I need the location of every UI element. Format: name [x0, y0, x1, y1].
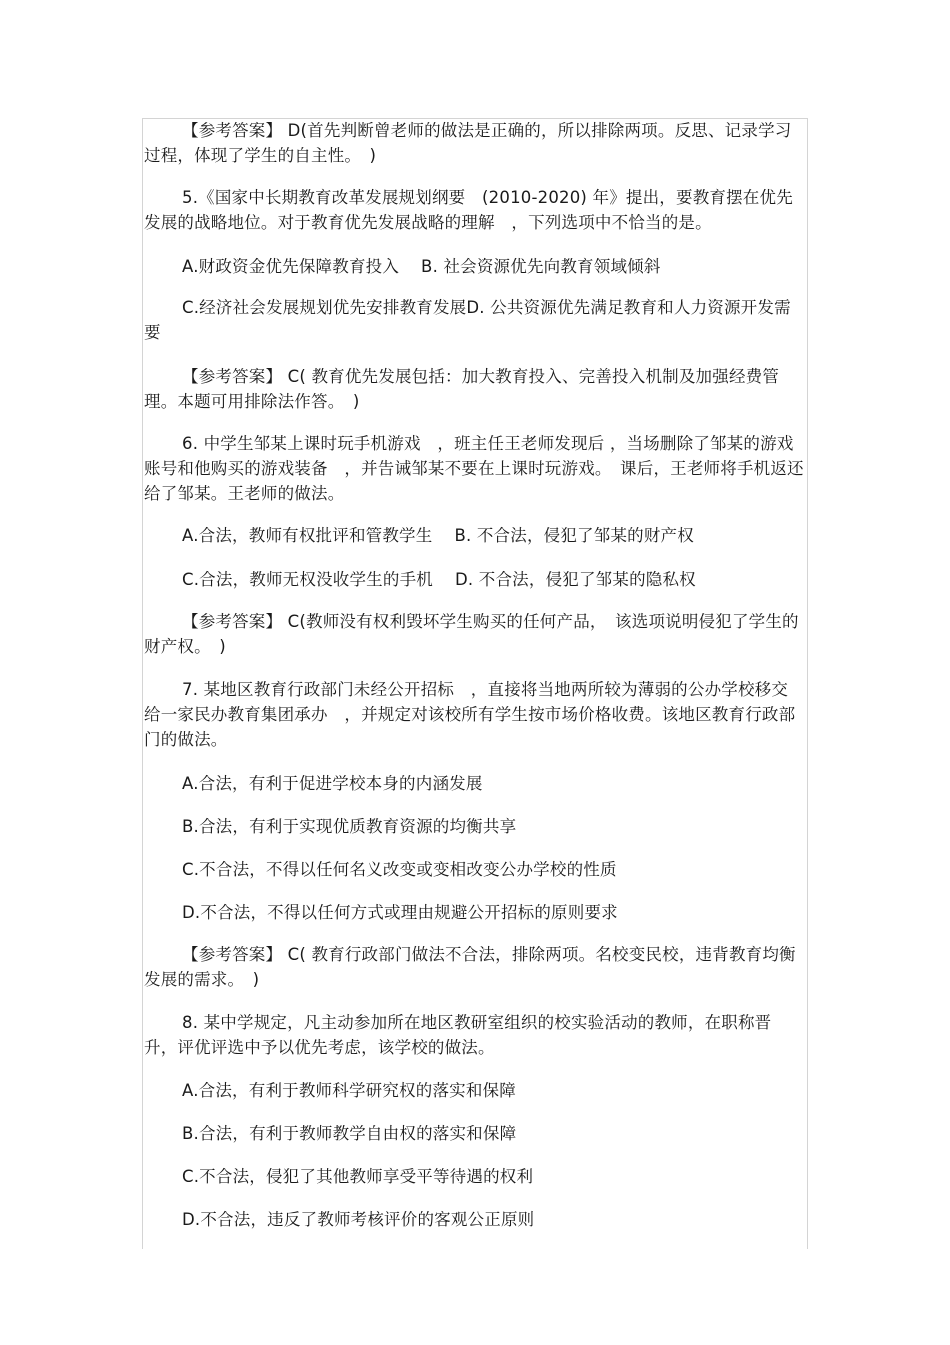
- question-5-answer: 【参考答案】 C( 教育优先发展包括：加大教育投入、完善投入机制及加强经费管理。本题可用排除法作答。 ): [144, 367, 780, 411]
- question-6-option-d: D. 不合法，侵犯了邹某的隐私权: [454, 570, 696, 589]
- question-6-option-b: B. 不合法，侵犯了邹某的财产权: [454, 526, 694, 545]
- question-7-option-a: A.合法，有利于促进学校本身的内涵发展: [182, 774, 483, 793]
- question-6-option-a: A.合法，教师有权批评和管教学生: [182, 526, 433, 545]
- question-8-stem: 8. 某中学规定，凡主动参加所在地区教研室组织的校实验活动的教师，在职称晋升，评优评选中予以优先考虑，该学校的做法。: [144, 1013, 772, 1057]
- question-5-option-a: A.财政资金优先保障教育投入: [182, 257, 400, 276]
- question-5-options-ab: [182, 254, 804, 279]
- question-5-stem: 5.《国家中长期教育改革发展规划纲要 (2010-2020) 年》提出，要教育摆在优先发展的战略地位。对于教育优先发展战略的理解 ，下列选项中不恰当的是。: [144, 188, 793, 232]
- question-5-option-b: B. 社会资源优先向教育领域倾斜: [421, 257, 661, 276]
- question-7-option-d: D.不合法，不得以任何方式或理由规避公开招标的原则要求: [182, 903, 618, 922]
- question-6-option-c: C.合法，教师无权没收学生的手机: [182, 570, 433, 589]
- question-5-options-cd: [144, 295, 804, 345]
- answer-previous-question: 【参考答案】 D(首先判断曾老师的做法是正确的，所以排除两项。反思、记录学习过程，体现了学生的自主性。 ): [144, 121, 792, 165]
- question-8-option-b: B.合法，有利于教师教学自由权的落实和保障: [182, 1124, 517, 1143]
- question-5-option-d: D. 公共资源优先满足教育和人力资源开发需要: [144, 298, 791, 342]
- question-6-stem: 6. 中学生邹某上课时玩手机游戏 ，班主任王老师发现后 ，当场删除了邹某的游戏账号和他购买的游戏装备 ，并告诫邹某不要在上课时玩游戏。 课后，王老师将手机返还给了邹某。王老师的做法。: [144, 434, 804, 503]
- question-6-options-ab: [182, 523, 804, 548]
- question-8-option-d: D.不合法，违反了教师考核评价的客观公正原则: [182, 1210, 535, 1229]
- question-8-option-c: C.不合法，侵犯了其他教师享受平等待遇的权利: [182, 1167, 534, 1186]
- question-7-option-b: B.合法，有利于实现优质教育资源的均衡共享: [182, 817, 517, 836]
- question-5-option-c: C.经济社会发展规划优先安排教育发展: [182, 298, 467, 317]
- question-6-options-cd: [182, 567, 804, 592]
- question-7-option-c: C.不合法，不得以任何名义改变或变相改变公办学校的性质: [182, 860, 617, 879]
- question-7-stem: 7. 某地区教育行政部门未经公开招标 ，直接将当地两所较为薄弱的公办学校移交给一家民办教育集团承办 ，并规定对该校所有学生按市场价格收费。该地区教育行政部门的做法。: [144, 680, 796, 749]
- question-8-option-a: A.合法，有利于教师科学研究权的落实和保障: [182, 1081, 516, 1100]
- question-6-answer: 【参考答案】 C(教师没有权利毁坏学生购买的任何产品， 该选项说明侵犯了学生的财产权。 ): [144, 612, 799, 656]
- question-7-answer: 【参考答案】 C( 教育行政部门做法不合法，排除两项。名校变民校，违背教育均衡发展的需求。 ): [144, 945, 796, 989]
